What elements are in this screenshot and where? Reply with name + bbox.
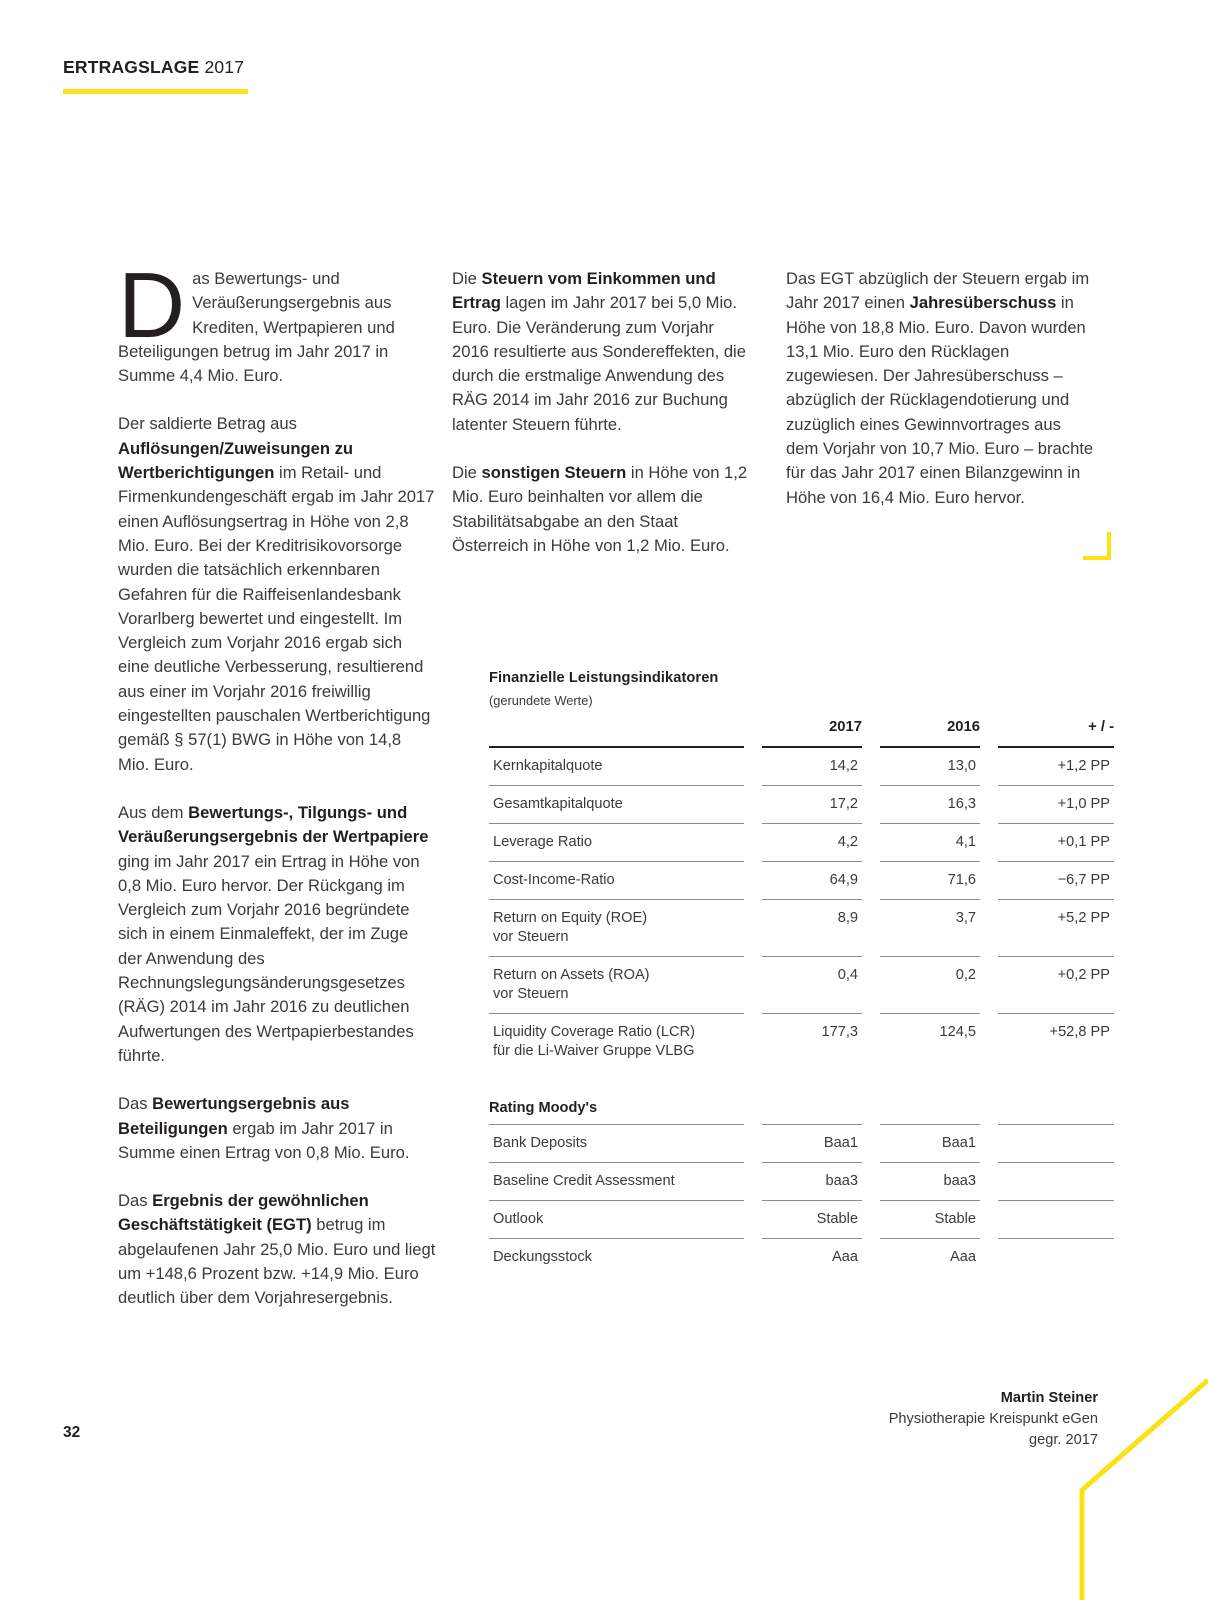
text-run: Das bbox=[118, 1191, 153, 1211]
cell-y2016: baa3 bbox=[880, 1162, 980, 1200]
paragraph-intro bbox=[118, 253, 436, 388]
page-title-year: 2017 bbox=[204, 57, 245, 77]
column-gap bbox=[744, 785, 762, 823]
table-row bbox=[489, 861, 1114, 899]
table-row bbox=[489, 1162, 1114, 1200]
row-label: Baseline Credit Assessment bbox=[489, 1162, 744, 1200]
cell-diff: −6,7 PP bbox=[998, 861, 1114, 899]
credit-organisation: Physiotherapie Kreispunkt eGen bbox=[888, 1411, 1098, 1427]
rating-moodys-table bbox=[489, 1124, 1114, 1276]
paragraph-steuern-einkommen bbox=[452, 267, 752, 437]
column-gap bbox=[862, 861, 880, 899]
drop-cap: D bbox=[118, 253, 186, 357]
diagonal-accent-line bbox=[1082, 1380, 1208, 1600]
cell-diff: +52,8 PP bbox=[998, 1013, 1114, 1070]
credit-name: Martin Steiner bbox=[1000, 1390, 1098, 1406]
corner-bracket-horizontal bbox=[1083, 556, 1111, 560]
row-label: Return on Equity (ROE) vor Steuern bbox=[489, 899, 744, 956]
cell-y2017: baa3 bbox=[762, 1162, 862, 1200]
header-accent-rule bbox=[63, 89, 248, 94]
financial-indicators-table bbox=[489, 719, 1114, 1070]
row-label: Return on Assets (ROA) vor Steuern bbox=[489, 956, 744, 1013]
cell-diff bbox=[998, 1162, 1114, 1200]
financial-table-subtitle: (gerundete Werte) bbox=[489, 693, 593, 708]
cell-y2016: 124,5 bbox=[880, 1013, 980, 1070]
emphasis-run: Jahresüberschuss bbox=[909, 293, 1057, 313]
cell-y2016: 0,2 bbox=[880, 956, 980, 1013]
text-run: Das bbox=[118, 1094, 153, 1114]
column-gap bbox=[862, 746, 880, 785]
text-run: lagen im Jahr 2017 bei 5,0 Mio. Euro. Die Veränderung zum Vorjahr 2016 resultierte aus Sondereffekten, die durch die erstmalige Anwendung des RÄG 2014 im Jahr 2016 zur Buchung latenter Steuern führte. bbox=[452, 293, 746, 434]
table-row bbox=[489, 1200, 1114, 1238]
column-gap bbox=[744, 719, 762, 746]
cell-y2016: 16,3 bbox=[880, 785, 980, 823]
column-gap bbox=[862, 823, 880, 861]
cell-diff bbox=[998, 1200, 1114, 1238]
cell-y2016: 71,6 bbox=[880, 861, 980, 899]
page-title-main: ERTRAGSLAGE bbox=[63, 57, 200, 77]
table-row bbox=[489, 1124, 1114, 1162]
row-sublabel: für die Li-Waiver Gruppe VLBG bbox=[493, 1043, 695, 1059]
row-label: Leverage Ratio bbox=[489, 823, 744, 861]
cell-y2017: 64,9 bbox=[762, 861, 862, 899]
indicators-block bbox=[489, 670, 1114, 1276]
row-label: Liquidity Coverage Ratio (LCR) für die Li-Waiver Gruppe VLBG bbox=[489, 1013, 744, 1070]
cell-y2017: 0,4 bbox=[762, 956, 862, 1013]
column-gap bbox=[744, 861, 762, 899]
column-gap bbox=[980, 1200, 998, 1238]
page-header bbox=[63, 57, 244, 78]
cell-y2017: 4,2 bbox=[762, 823, 862, 861]
row-label: Kernkapitalquote bbox=[489, 746, 744, 785]
column-gap bbox=[744, 899, 762, 956]
paragraph-wertberichtigungen bbox=[118, 412, 436, 776]
text-run: in Höhe von 1,2 Mio. Euro beinhalten vor allem die Stabilitätsabgabe an den Staat Österreich in Höhe von 1,2 Mio. Euro. bbox=[452, 463, 748, 555]
column-gap bbox=[980, 861, 998, 899]
column-gap bbox=[744, 1200, 762, 1238]
financial-table-title: Finanzielle Leistungsindikatoren bbox=[489, 670, 719, 686]
text-run: im Retail- und Firmenkundengeschäft ergab im Jahr 2017 einen Auflösungsertrag in Höhe von 2,8 Mio. Euro. Bei der Kreditrisikovorsorge wurden die tatsächlich erkennbaren Gefahren für die Raiffeisenlandesbank Vorarlberg bewertet und eingestellt. Im Vergleich zum Vorjahr 2016 ergab sich eine deutliche Verbesserung, resultierend aus einer im Vorjahr 2016 freiwillig eingestellten pauschalen Wertberichtigung gemäß § 57(1) BWG in Höhe von 14,8 Mio. Euro. bbox=[118, 463, 435, 774]
cell-y2017: Aaa bbox=[762, 1238, 862, 1276]
column-gap bbox=[980, 746, 998, 785]
column-gap bbox=[862, 1200, 880, 1238]
text-run: Die bbox=[452, 463, 482, 483]
table-row bbox=[489, 746, 1114, 785]
column-gap bbox=[744, 1238, 762, 1276]
paragraph-beteiligungen bbox=[118, 1092, 436, 1165]
column-gap bbox=[862, 719, 880, 746]
column-gap bbox=[980, 899, 998, 956]
cell-y2016: Baa1 bbox=[880, 1124, 980, 1162]
row-sublabel: vor Steuern bbox=[493, 929, 569, 945]
cell-diff bbox=[998, 1124, 1114, 1162]
cell-y2016: 4,1 bbox=[880, 823, 980, 861]
row-label: Bank Deposits bbox=[489, 1124, 744, 1162]
text-run: ging im Jahr 2017 ein Ertrag in Höhe von 0,8 Mio. Euro hervor. Der Rückgang im Vergleich zum Vorjahr 2016 begründete sich in einem Einmaleffekt, der im Zuge der Anwendung des Rechnungslegungsänderungsgesetzes (RÄG) 2014 im Jahr 2016 zu deutlichen Aufwertungen des Wertpapierbestandes führte. bbox=[118, 851, 420, 1065]
text-run: Die bbox=[452, 269, 482, 288]
body-column-1 bbox=[118, 253, 436, 1311]
emphasis-run: Steuern vom Einkommen und Ertrag bbox=[452, 269, 716, 313]
column-gap bbox=[744, 746, 762, 785]
table-row bbox=[489, 785, 1114, 823]
emphasis-run: Ergebnis der gewöhnlichen Geschäftstätigkeit (EGT) bbox=[118, 1191, 369, 1235]
column-gap bbox=[744, 1124, 762, 1162]
cell-y2017: 14,2 bbox=[762, 746, 862, 785]
column-gap bbox=[744, 1162, 762, 1200]
cell-y2016: Stable bbox=[880, 1200, 980, 1238]
column-gap bbox=[744, 956, 762, 1013]
credit-block bbox=[889, 1388, 1098, 1451]
row-label: Cost-Income-Ratio bbox=[489, 861, 744, 899]
column-gap bbox=[980, 956, 998, 1013]
column-gap bbox=[980, 823, 998, 861]
cell-diff bbox=[998, 1238, 1114, 1276]
emphasis-run: sonstigen Steuern bbox=[481, 463, 627, 483]
credit-founded: gegr. 2017 bbox=[1029, 1432, 1098, 1448]
cell-diff: +1,2 PP bbox=[998, 746, 1114, 785]
table-row bbox=[489, 899, 1114, 956]
emphasis-run: Auflösungen/Zuweisungen zu Wertberichtigungen bbox=[118, 438, 354, 483]
text-run: Aus dem bbox=[118, 802, 189, 822]
table-row bbox=[489, 1013, 1114, 1070]
column-gap bbox=[862, 899, 880, 956]
text-run: ergab im Jahr 2017 in Summe einen Ertrag von 0,8 Mio. Euro. bbox=[118, 1118, 410, 1162]
page-title bbox=[63, 57, 244, 78]
text-run: Der saldierte Betrag aus bbox=[118, 414, 297, 434]
paragraph-jahresueberschuss bbox=[786, 267, 1096, 510]
cell-y2016: 13,0 bbox=[880, 746, 980, 785]
row-sublabel: vor Steuern bbox=[493, 986, 569, 1002]
column-header-label bbox=[489, 719, 744, 746]
table-row bbox=[489, 1238, 1114, 1276]
row-label: Gesamtkapitalquote bbox=[489, 785, 744, 823]
column-gap bbox=[744, 1013, 762, 1070]
column-gap bbox=[862, 956, 880, 1013]
cell-y2017: Stable bbox=[762, 1200, 862, 1238]
column-gap bbox=[980, 1124, 998, 1162]
cell-y2017: 177,3 bbox=[762, 1013, 862, 1070]
column-gap bbox=[862, 1013, 880, 1070]
column-header-2017: 2017 bbox=[829, 719, 862, 735]
column-gap bbox=[862, 785, 880, 823]
cell-diff: +0,2 PP bbox=[998, 956, 1114, 1013]
body-column-3 bbox=[786, 267, 1096, 510]
column-gap bbox=[980, 1162, 998, 1200]
emphasis-run: Bewertungs-, Tilgungs- und Veräußerungsergebnis der Wertpapiere bbox=[118, 802, 429, 847]
column-header-diff: + / - bbox=[1088, 719, 1114, 735]
column-gap bbox=[980, 1013, 998, 1070]
text-run: in Höhe von 18,8 Mio. Euro. Davon wurden 13,1 Mio. Euro den Rücklagen zugewiesen. Der Jahresüberschuss – abzüglich der Rücklagendotierung und zuzüglich eines Gewinnvortrages aus dem Vorjahr von 10,7 Mio. Euro – brachte für das Jahr 2017 einen Bilanzgewinn in Höhe von 16,4 Mio. Euro hervor. bbox=[786, 293, 1094, 507]
cell-y2017: Baa1 bbox=[762, 1124, 862, 1162]
column-gap bbox=[862, 1162, 880, 1200]
table-row bbox=[489, 956, 1114, 1013]
text-run: Das EGT abzüglich der Steuern ergab im Jahr 2017 einen bbox=[786, 269, 1090, 313]
cell-diff: +1,0 PP bbox=[998, 785, 1114, 823]
cell-y2017: 8,9 bbox=[762, 899, 862, 956]
text-run: betrug im abgelaufenen Jahr 25,0 Mio. Euro und liegt um +148,6 Prozent bzw. +14,9 Mio. Euro deutlich über dem Vorjahresergebnis. bbox=[118, 1215, 436, 1308]
paragraph-sonstige-steuern bbox=[452, 461, 752, 558]
row-label: Outlook bbox=[489, 1200, 744, 1238]
cell-diff: +5,2 PP bbox=[998, 899, 1114, 956]
column-gap bbox=[980, 719, 998, 746]
column-header-2016: 2016 bbox=[947, 719, 980, 735]
column-gap bbox=[980, 1238, 998, 1276]
cell-y2016: 3,7 bbox=[880, 899, 980, 956]
cell-y2017: 17,2 bbox=[762, 785, 862, 823]
rating-table-title: Rating Moody's bbox=[489, 1100, 598, 1116]
cell-diff: +0,1 PP bbox=[998, 823, 1114, 861]
column-gap bbox=[744, 823, 762, 861]
row-label: Deckungsstock bbox=[489, 1238, 744, 1276]
paragraph-intro-text: as Bewertungs- und Veräußerungsergebnis aus Krediten, Wertpapieren und Beteiligungen betrug im Jahr 2017 in Summe 4,4 Mio. Euro. bbox=[118, 269, 395, 386]
table-header-row bbox=[489, 719, 1114, 746]
body-column-2 bbox=[452, 267, 752, 558]
column-gap bbox=[980, 785, 998, 823]
cell-y2016: Aaa bbox=[880, 1238, 980, 1276]
column-gap bbox=[862, 1124, 880, 1162]
corner-bracket-decoration bbox=[1083, 532, 1111, 560]
page-number: 32 bbox=[63, 1424, 81, 1441]
emphasis-run: Bewertungsergebnis aus Beteiligungen bbox=[118, 1094, 350, 1138]
column-gap bbox=[862, 1238, 880, 1276]
paragraph-wertpapiere bbox=[118, 801, 436, 1068]
table-row bbox=[489, 823, 1114, 861]
paragraph-egt bbox=[118, 1189, 436, 1310]
